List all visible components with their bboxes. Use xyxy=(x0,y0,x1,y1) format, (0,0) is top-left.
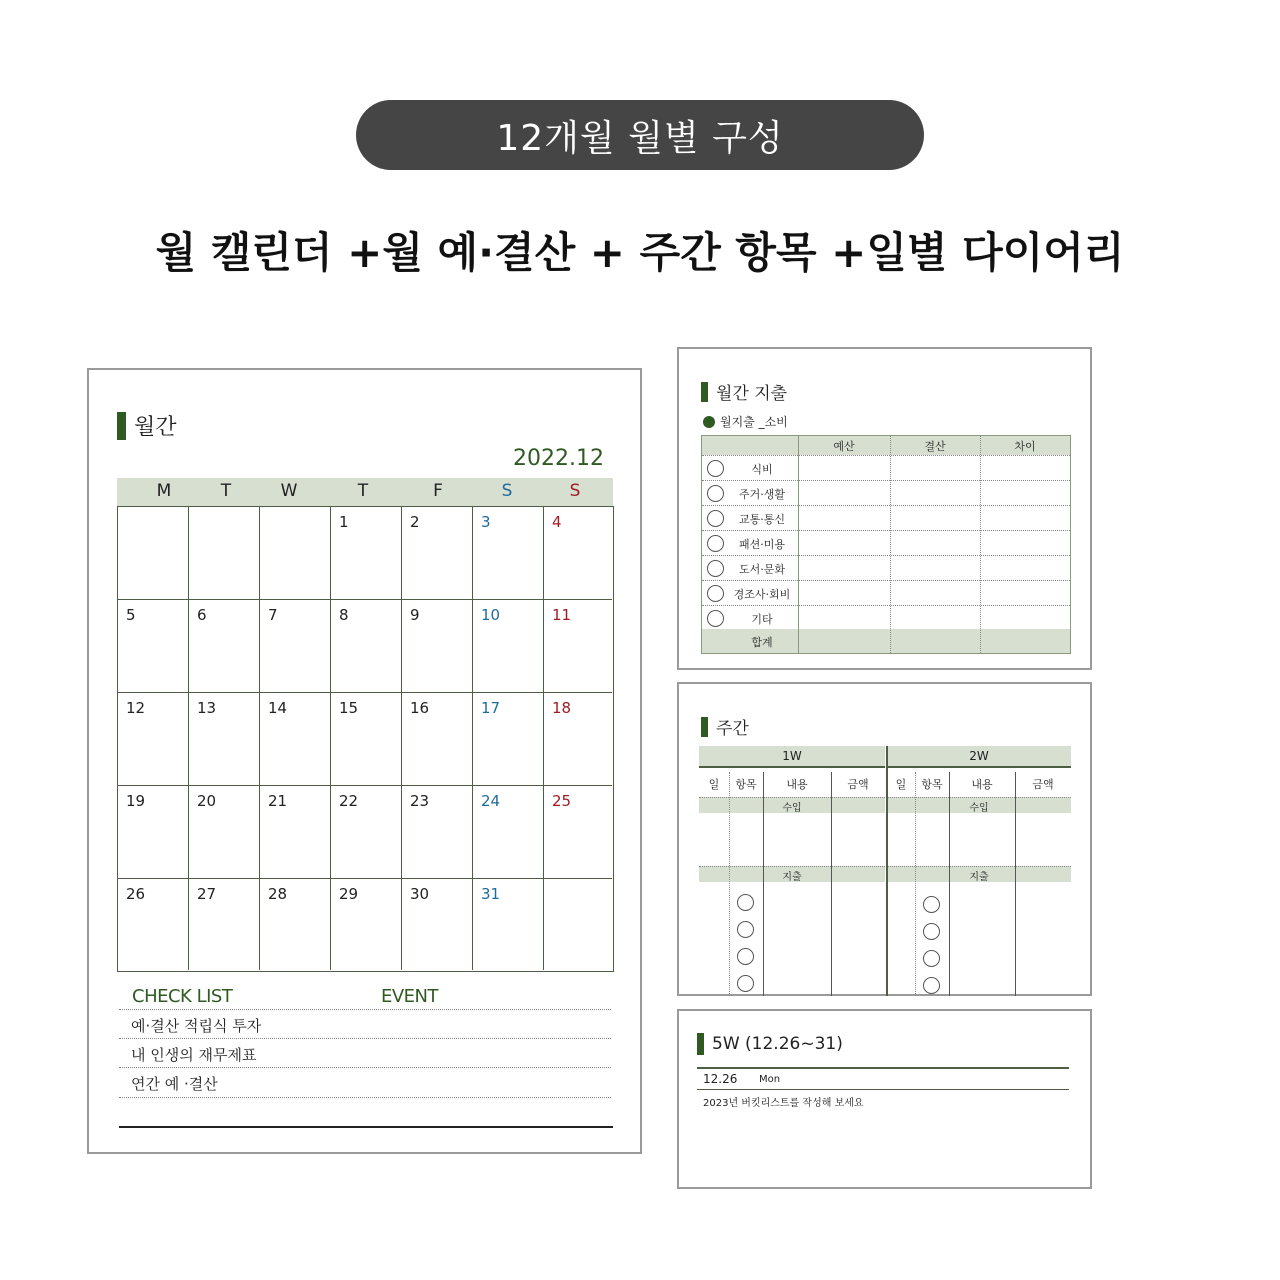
calendar-day-number: 18 xyxy=(552,699,572,717)
calendar-day-number: 17 xyxy=(481,699,501,717)
calendar-day-cell[interactable] xyxy=(402,507,473,600)
column-divider xyxy=(949,772,950,996)
expense-row[interactable]: 식비 xyxy=(702,455,1070,480)
headline: 월 캘린더 +월 예·결산 + 주간 항목 +일별 다이어리 xyxy=(155,228,1125,277)
calendar-day-cell[interactable] xyxy=(402,600,473,693)
divider xyxy=(119,1009,611,1010)
calendar-grid xyxy=(117,506,614,972)
bottom-rule xyxy=(119,1126,613,1128)
calendar-day-cell[interactable] xyxy=(118,693,189,786)
monthly-calendar-card xyxy=(87,368,642,1154)
col-item: 항목 xyxy=(735,778,757,791)
calendar-day-cell[interactable] xyxy=(331,693,402,786)
expense-table xyxy=(701,435,1071,654)
calendar-day-number: 20 xyxy=(197,792,217,810)
calendar-day-number: 12 xyxy=(126,699,146,717)
divider xyxy=(119,1067,611,1068)
calendar-day-number: 30 xyxy=(410,885,430,903)
calendar-day-number: 31 xyxy=(481,885,501,903)
weekly-card xyxy=(677,682,1092,996)
calendar-day-number: 8 xyxy=(339,606,349,624)
calendar-day-number: 10 xyxy=(481,606,501,624)
checkbox-circle-icon[interactable] xyxy=(707,535,724,552)
bullet-dot-icon xyxy=(703,416,715,428)
income-band: 수입 xyxy=(887,797,1071,813)
check-item[interactable]: 예·결산 적립식 투자 xyxy=(131,1017,262,1035)
calendar-day-number: 26 xyxy=(126,885,146,903)
calendar-day-number: 19 xyxy=(126,792,146,810)
calendar-day-cell[interactable] xyxy=(118,507,189,600)
calendar-day-cell[interactable] xyxy=(544,600,612,693)
calendar-day-cell[interactable] xyxy=(473,786,544,879)
check-item[interactable]: 연간 예 ·결산 xyxy=(131,1075,218,1093)
calendar-day-cell[interactable] xyxy=(402,879,473,970)
checkbox-circle-icon[interactable] xyxy=(737,921,754,938)
calendar-day-cell[interactable] xyxy=(331,879,402,970)
calendar-day-cell[interactable] xyxy=(260,600,331,693)
weekly-table xyxy=(699,746,1071,996)
calendar-day-number: 9 xyxy=(410,606,420,624)
calendar-day-cell[interactable] xyxy=(544,507,612,600)
expense-row[interactable]: 주거·생활 xyxy=(702,480,1070,505)
calendar-day-number: 23 xyxy=(410,792,430,810)
calendar-day-cell[interactable] xyxy=(473,879,544,970)
divider xyxy=(119,1038,611,1039)
calendar-day-cell[interactable] xyxy=(118,600,189,693)
weekday-mon: M xyxy=(156,481,172,501)
checkbox-circle-icon[interactable] xyxy=(707,510,724,527)
week-band-2w: 2W xyxy=(887,746,1071,768)
calendar-day-cell[interactable] xyxy=(118,786,189,879)
calendar-day-number: 15 xyxy=(339,699,359,717)
calendar-day-number: 3 xyxy=(481,513,491,531)
calendar-day-number: 28 xyxy=(268,885,288,903)
divider xyxy=(697,1067,1069,1069)
calendar-day-cell[interactable] xyxy=(189,879,260,970)
checkbox-circle-icon[interactable] xyxy=(707,610,724,627)
col-item: 항목 xyxy=(921,778,943,791)
calendar-day-number: 7 xyxy=(268,606,278,624)
week-divider xyxy=(886,746,888,996)
checkbox-circle-icon[interactable] xyxy=(737,948,754,965)
column-divider xyxy=(890,436,891,653)
checkbox-circle-icon[interactable] xyxy=(923,950,940,967)
column-divider xyxy=(1015,772,1016,996)
calendar-day-cell[interactable] xyxy=(260,786,331,879)
calendar-day-number: 4 xyxy=(552,513,562,531)
calendar-day-cell[interactable] xyxy=(544,693,612,786)
calendar-day-number: 25 xyxy=(552,792,572,810)
checkbox-circle-icon[interactable] xyxy=(707,585,724,602)
diary-day: Mon xyxy=(759,1074,781,1085)
expense-row[interactable]: 경조사·회비 xyxy=(702,580,1070,605)
calendar-day-cell[interactable] xyxy=(473,600,544,693)
expense-row[interactable]: 교통·통신 xyxy=(702,505,1070,530)
calendar-day-number: 21 xyxy=(268,792,288,810)
expense-row[interactable]: 기타 xyxy=(702,605,1070,630)
income-band: 수입 xyxy=(699,797,885,813)
calendar-day-cell[interactable] xyxy=(189,693,260,786)
monthly-title: 월간 xyxy=(117,410,177,441)
check-item[interactable]: 내 인생의 재무제표 xyxy=(131,1046,257,1064)
calendar-day-number: 11 xyxy=(552,606,572,624)
column-divider xyxy=(763,772,764,996)
expense-row[interactable]: 패션·미용 xyxy=(702,530,1070,555)
weekday-sun: S xyxy=(569,481,581,501)
weekday-tue: T xyxy=(220,481,232,501)
calendar-day-number: 24 xyxy=(481,792,501,810)
col-difference: 차이 xyxy=(1014,440,1036,453)
divider xyxy=(119,1097,611,1098)
expense-band: 지출 xyxy=(887,866,1071,882)
col-settlement: 결산 xyxy=(924,440,946,453)
weekday-thu: T xyxy=(357,481,369,501)
calendar-day-cell[interactable] xyxy=(473,693,544,786)
col-budget: 예산 xyxy=(833,440,855,453)
calendar-day-cell[interactable] xyxy=(402,786,473,879)
calendar-day-cell[interactable] xyxy=(331,600,402,693)
checkbox-circle-icon[interactable] xyxy=(923,896,940,913)
calendar-day-number: 29 xyxy=(339,885,359,903)
column-divider xyxy=(798,436,799,653)
calendar-day-number: 6 xyxy=(197,606,207,624)
calendar-day-number: 14 xyxy=(268,699,288,717)
checkbox-circle-icon[interactable] xyxy=(707,560,724,577)
column-divider xyxy=(980,436,981,653)
title-bar-icon xyxy=(701,717,708,737)
calendar-day-number: 5 xyxy=(126,606,136,624)
col-content: 내용 xyxy=(786,778,808,791)
expense-row[interactable]: 도서·문화 xyxy=(702,555,1070,580)
weekday-header xyxy=(117,478,613,506)
calendar-day-cell[interactable] xyxy=(331,507,402,600)
diary-note[interactable]: 2023년 버킷리스트를 작성해 보세요 xyxy=(703,1098,864,1109)
column-divider xyxy=(831,772,832,996)
calendar-day-cell[interactable] xyxy=(189,507,260,600)
weekday-wed: W xyxy=(280,481,298,501)
column-divider xyxy=(729,772,730,996)
calendar-day-number: 2 xyxy=(410,513,420,531)
calendar-day-number: 1 xyxy=(339,513,349,531)
checkbox-circle-icon[interactable] xyxy=(923,977,940,994)
diary-date: 12.26 xyxy=(703,1072,738,1086)
calendar-day-number: 22 xyxy=(339,792,359,810)
calendar-day-number: 16 xyxy=(410,699,430,717)
col-amount: 금액 xyxy=(847,778,869,791)
check-list-label: CHECK LIST xyxy=(132,986,233,1007)
week5-diary-card xyxy=(677,1009,1092,1189)
calendar-day-cell[interactable] xyxy=(260,879,331,970)
expense-subtitle: 월지출 _소비 xyxy=(703,413,788,430)
checkbox-circle-icon[interactable] xyxy=(707,485,724,502)
title-bar-icon xyxy=(701,382,708,402)
col-amount: 금액 xyxy=(1032,778,1054,791)
col-content: 내용 xyxy=(971,778,993,791)
expense-total-row: 합계 xyxy=(702,629,1070,653)
expense-header-row xyxy=(702,436,1070,455)
weekly-title: 주간 xyxy=(701,714,749,739)
calendar-day-cell[interactable] xyxy=(402,693,473,786)
expense-title: 월간 지출 xyxy=(701,379,787,404)
year-month: 2022.12 xyxy=(513,446,604,471)
col-day: 일 xyxy=(708,778,720,791)
week-band-1w: 1W xyxy=(699,746,885,768)
column-divider xyxy=(915,772,916,996)
calendar-day-cell[interactable] xyxy=(260,507,331,600)
weekday-sat: S xyxy=(501,481,513,501)
weekday-fri: F xyxy=(433,481,443,501)
calendar-day-cell[interactable] xyxy=(473,507,544,600)
calendar-day-number: 27 xyxy=(197,885,217,903)
checkbox-circle-icon[interactable] xyxy=(737,894,754,911)
calendar-day-cell[interactable] xyxy=(118,879,189,970)
expense-band: 지출 xyxy=(699,866,885,882)
calendar-day-cell[interactable] xyxy=(544,879,612,970)
banner-label: 12개월 월별 구성 xyxy=(496,117,784,159)
checkbox-circle-icon[interactable] xyxy=(737,975,754,992)
section-banner xyxy=(356,100,924,170)
monthly-expense-card xyxy=(677,347,1092,670)
checkbox-circle-icon[interactable] xyxy=(707,460,724,477)
calendar-day-cell[interactable] xyxy=(189,600,260,693)
calendar-day-number: 13 xyxy=(197,699,217,717)
calendar-day-cell[interactable] xyxy=(331,786,402,879)
checkbox-circle-icon[interactable] xyxy=(923,923,940,940)
calendar-day-cell[interactable] xyxy=(544,786,612,879)
title-bar-icon xyxy=(117,412,126,440)
calendar-day-cell[interactable] xyxy=(189,786,260,879)
divider xyxy=(697,1089,1069,1090)
title-bar-icon xyxy=(697,1033,704,1055)
week5-title: 5W (12.26~31) xyxy=(697,1033,843,1055)
col-day: 일 xyxy=(895,778,907,791)
event-label: EVENT xyxy=(381,986,439,1007)
calendar-day-cell[interactable] xyxy=(260,693,331,786)
